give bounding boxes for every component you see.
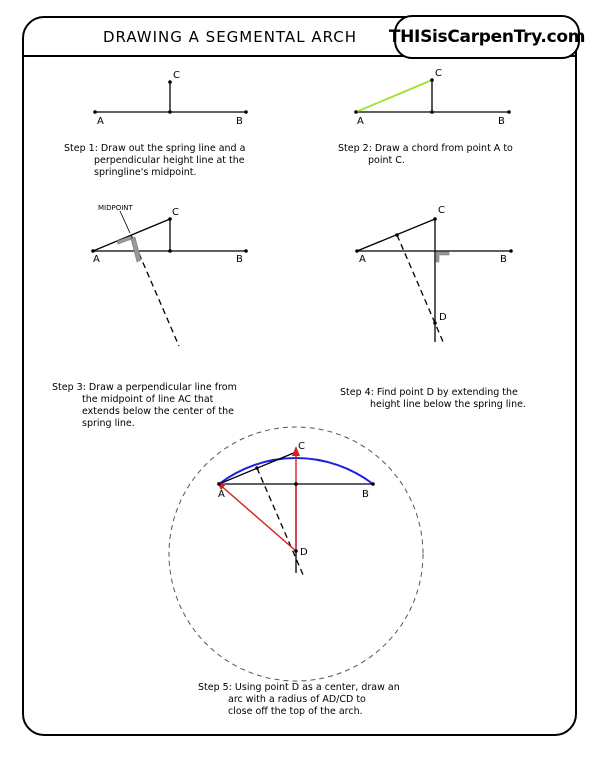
step4-caption [340,387,570,411]
step2-label-b: B [498,116,505,127]
step4-diagram [355,205,513,344]
step1-caption-line3: springline's midpoint. [94,167,197,178]
step3-label-a: A [93,254,100,265]
step2-diagram [354,68,511,127]
step4-caption-line2: height line below the spring line. [370,399,526,410]
site-logo: THISisCarpenTry.com [394,15,580,59]
step4-framing-square [436,252,449,262]
step3-label-b: B [236,254,243,265]
step2-caption-line2: point C. [368,155,405,166]
step5-caption [198,682,458,718]
step5-caption-line2: arc with a radius of AD/CD to [228,694,366,705]
step1-label-c: C [173,70,180,81]
step1-caption-line2: perpendicular height line at the [94,155,245,166]
step1-label-a: A [97,116,104,127]
step3-caption-line1: Step 3: Draw a perpendicular line from [52,382,237,393]
step2-caption [338,143,568,167]
step5-radius-ad [219,484,296,551]
step3-caption-line4: spring line. [82,418,135,429]
step5-label-d: D [300,547,308,558]
step2-caption-line1: Step 2: Draw a chord from point A to [338,143,513,154]
step2-label-c: C [435,68,442,79]
step2-label-a: A [357,116,364,127]
step1-diagram [93,70,248,127]
step1-caption [64,143,294,179]
step1-caption-line1: Step 1: Draw out the spring line and a [64,143,246,154]
step4-caption-line1: Step 4: Find point D by extending the [340,387,518,398]
step1-label-b: B [236,116,243,127]
step3-caption-line3: extends below the center of the [82,406,234,417]
step3-caption-line2: the midpoint of line AC that [82,394,214,405]
step4-label-c: C [438,205,445,216]
step3-caption [52,382,297,430]
step4-label-b: B [500,254,507,265]
step3-diagram [91,204,248,346]
step5-caption-line3: close off the top of the arch. [228,706,363,717]
step5-caption-line1: Step 5: Using point D as a center, draw an [198,682,400,693]
step4-label-a: A [359,254,366,265]
step5-label-b: B [362,489,369,500]
step5-diagram [169,427,423,681]
step2-chord-line [356,80,432,112]
step3-label-c: C [172,207,179,218]
page-title: DRAWING A SEGMENTAL ARCH [102,28,358,46]
step4-label-d: D [439,312,447,323]
step3-framing-square [131,237,141,262]
step5-label-a: A [218,489,225,500]
step5-label-c: C [298,441,305,452]
step3-midpoint-label: MIDPOINT [98,204,133,212]
